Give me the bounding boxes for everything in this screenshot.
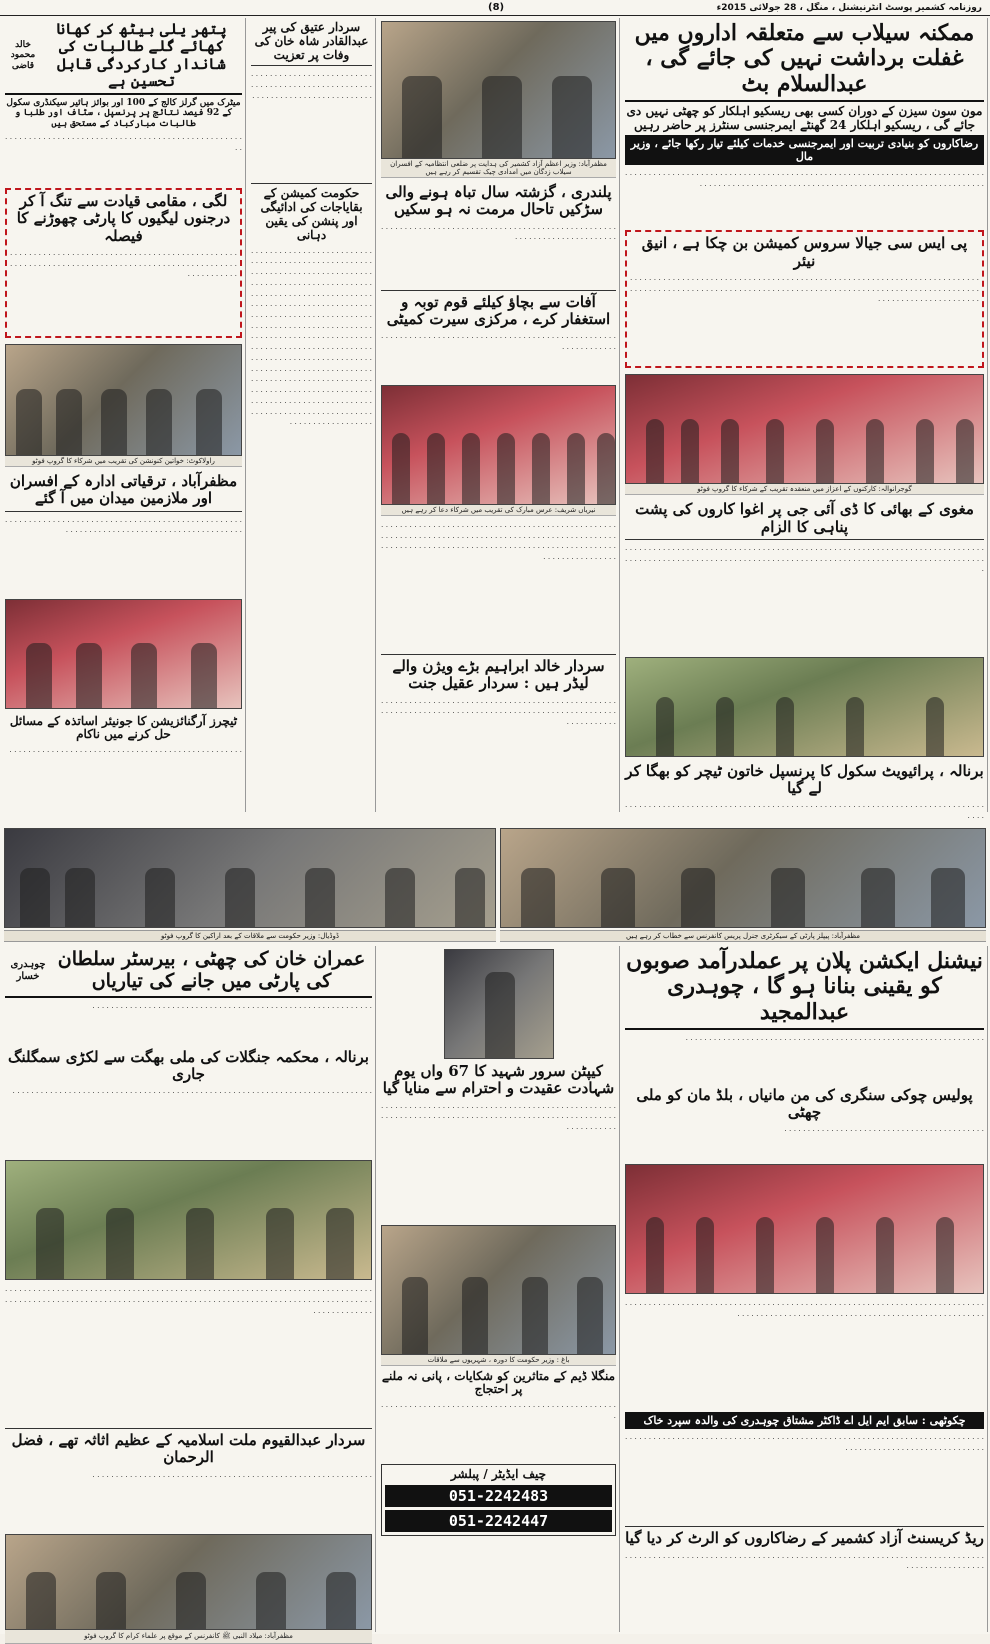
police-headline: پولیس چوکی سنگری کی من مانیاں ، بلڈ مان کو ملی چھٹی (636, 1085, 973, 1122)
phone-2: 051-2242447 (385, 1510, 612, 1532)
top-right-body: . . . . . . . . . . . . . . . . . . . . . . . . . . . . . . . . . . . . . . . . . . . . . . . . . . . . . . . . . . . . . . . . . . . . . . . . . . . . . . . . . . . . . . . . . . . . . . . . . . . . . . . . . . . . . . . . . . . . . . . . . . . . . . . . . . . . . . . . . (625, 168, 984, 189)
fair-photo (5, 1160, 372, 1280)
defection-headline: لگی ، مقامی قیادت سے تنگ آ کر درجنوں لیگیوں کا پارٹی چھوڑنے کا فیصلہ (16, 192, 231, 245)
contact-box (381, 1464, 616, 1536)
group-photo-caption: گوجرانوالہ: کارکنوں کے اعزاز میں منعقدہ تقریب کے شرکاء کا گروپ فوٹو (625, 484, 984, 495)
band-caption-left: ڈوڈیال: وزیر حکومت سے ملاقات کے بعد اراکین کا گروپ فوٹو (4, 930, 496, 942)
khalid-headline: سردار خالد ابراہیم بڑے ویژن والے لیڈر ہیں : سردار عقیل جنت (381, 654, 616, 693)
portrait-photo (444, 949, 554, 1059)
pension-headline: حکومت کمیشن کے بقایاجات کی ادائیگی اور پنشن کی یقین دہانی (251, 183, 372, 242)
band-photo-right (500, 828, 986, 928)
pallandri-headline: پلندری ، گزشتہ سال تباہ ہونے والی سڑکیں تاحال مرمت نہ ہو سکیں (385, 183, 612, 219)
seerat-headline: آفات سے بچاؤ کیلئے قوم توبہ و استغفار کرے ، مرکزی سیرت کمیٹی (381, 290, 616, 329)
women-caption: راولاکوٹ: خواتین کنونشن کی تقریب میں شرکاء کا گروپ فوٹو (5, 456, 242, 467)
top-left-headline: پتھر یلی بیٹھ کر کھانا کھائے گلے طالبات کی شاندار کارکردگی قابل تحسین ہے (56, 20, 227, 90)
imran-headline: عمران خان کی چھٹی ، بیرسٹر سلطان کی پارٹی میں جانے کی تیاریاں (57, 948, 366, 992)
top-left-subhead: میٹرک میں گرلز کالج کے 100 اور بوائز ہائیر سیکنڈری سکول کے 92 فیصد نتائج پر پرنسپل ، سٹاف اور طلبا و طالبات مبارکباد کے مستحق ہیں (6, 98, 241, 129)
band-photo-left (4, 828, 496, 928)
mangla-headline: منگلا ڈیم کے متاثرین کو شکایات ، پانی نہ ملنے پر احتجاج (381, 1368, 616, 1397)
qayyum-headline: سردار عبدالقیوم ملت اسلامیہ کے عظیم اثاثہ تھے ، فضل الرحمان (5, 1428, 372, 1467)
page-number: (8) (488, 2, 505, 13)
band-caption-right: مظفرآباد: پیپلز پارٹی کے سیکرٹری جنرل پریس کانفرنس سے خطاب کر رہے ہیں (500, 930, 986, 942)
top-left-section: خالد محمود قاضی پتھر یلی بیٹھ کر کھانا کھائے گلے طالبات کی شاندار کارکردگی قابل تحسین ہے میٹرک میں گرلز کالج کے 100 اور بوائز ہائیر سیکنڈری سکول کے 92 فیصد نتائج پر پرنسپل ، سٹاف اور طلبا و طالبات مبارکباد کے مستحق ہیں . . . . . . . . . . . . . . . . . . . . . . . . . . . . . . . . . . . . . . . . . . . . . . . . . . . . لگی ، مقامی قیادت سے تنگ آ کر درجنوں لیگیوں کا پارٹی چھوڑنے کا فیصلہ . . . . . . . . . . . . . . . . . . . . . . . . . . . . . . . . . . . . . . . . . . . . . . . . . . . . . . . . . . . . . . . . . . . . . . . . . . . . . . . . . . . . . . . . . . . . . . . . . . . . . . . . . . . راولاکوٹ: خواتین کنونشن کی تقریب میں شرکاء کا گروپ فوٹو مظفرآباد ، ترقیاتی ادارہ کے افسران اور ملازمین میدان میں آ گئے . . . . . . . . . . . . . . . . . . . . . . . . . . . . . . . . . . . . . . . . . . . . . . . . . . . . . . . . . . . . . . . . . . . . . . . . . . . . . . . . . . . . . . . . ٹیچرز آرگنائزیشن کا جونیئر اساتذہ کے مسائل حل کرنے میں ناکام . . . . . . . . . . . . . . . . . . . . . . . . . . . . . . . . . . . . . . . . . . . . . . . . . . (2, 18, 246, 812)
cheque-photo (381, 21, 616, 159)
kidnap-headline: مغوی کے بھائی کا ڈی آئی جی پر اغوا کاروں کی پشت پناہی کا الزام (625, 501, 984, 540)
pcs-headline: پی ایس سی جیالا سروس کمیشن بن چکا ہے ، انیق نیئر (641, 234, 968, 270)
top-narrow-section: سردار عتیق کی پیر عبدالقادر شاہ خان کی وفات پر تعزیت . . . . . . . . . . . . . . . . . . . . . . . . . . . . . . . . . . . . . . . . . . . . . . . . . . . . . . . . . . . . . . . . . . . . . . . . . . . . . . حکومت کمیشن کے بقایاجات کی ادائیگی اور پنشن کی یقین دہانی . . . . . . . . . . . . . . . . . . . . . . . . . . . . . . . . . . . . . . . . . . . . . . . . . . . . . . . . . . . . . . . . . . . . . . . . . . . . . . . . . . . . . . . . . . . . . . . . . . . . . . . . . . . . . . . . . . . . . . . . . . . . . . . . . . . . . . . . . . . . . . . . . . . . . . . . . . . . . . . . . . . . . . . . . . . . . . . . . . . . . . . . . . . . . . . . . . . . . . . . . . . . . . . . . . . . . . . . . . . . . . . . . . . . . . . . . . . . . . . . . . . . . . . . . . . . . . . . . . . . . . . . . . . . . . . . . . . . . . . . . . . . . . . . . . . . . . . . . . . . . . . . . . . . . . . . . . . . . . . . . . . . . . . . . . . . . . . . . . . . . . . . . . . . . . . . . . . . . . . . . . . . . . . . . . . . . . . . . . . . . . . . . . . . . . . . . . . . . . . . . . . . . . . . . . . . . . . . . . . . . . . . . . . . . . . . . . (248, 18, 376, 812)
meeting-photo (381, 1225, 616, 1355)
villagers-photo (625, 657, 984, 757)
clerics-photo (5, 1534, 372, 1630)
clerics-caption: مظفرآباد: میلاد النبی ﷺ کانفرنس کے موقع پر علماء کرام کا گروپ فوٹو (5, 1630, 372, 1644)
bottom-left-section: چوہدری خسار عمران خان کی چھٹی ، بیرسٹر سلطان کی پارٹی میں جانے کی تیاریاں . . . . . . . . . . . . . . . . . . . . . . . . . . . . . . . . . . . . . . . . . . . . . . . . . . . . . . . . . . . . برنالہ ، محکمہ جنگلات کی ملی بھگت سے لکڑی سمگلنگ جاری . . . . . . . . . . . . . . . . . . . . . . . . . . . . . . . . . . . . . . . . . . . . . . . . . . . . . . . . . . . . . . . . . . . . . . . . . . . . . . . . . . . . . . . . . . . . . . . . . . . . . . . . . . . . . . . . . . . . . . . . . . . . . . . . . . . . . . . . . . . . . . . . . . . . . . . . . . . . . . . . . . . . . . . . . . . . . . . . . . . . . . . . . . . . . . . . . . . . . . . . . . . . . . . . . . . . . . . . . . . . . . . . . . . . . . . . . . . . . . . . . . . . . . سردار عبدالقیوم ملت اسلامیہ کے عظیم اثاثہ تھے ، فضل الرحمان . . . . . . . . . . . . . . . . . . . . . . . . . . . . . . . . . . . . . . . . . . . . . . . . . . . . . . . . . . . . مظفرآباد: میلاد النبی ﷺ کانفرنس کے موقع پر علماء کرام کا گروپ فوٹو (2, 946, 376, 1632)
school-headline: برنالہ ، پرائیویٹ سکول کا پرنسپل خاتون ٹیچر کو بھگا کر لے گیا (625, 761, 984, 798)
funeral-headline: چکوٹھی : سابق ایم ایل اے ڈاکٹر مشتاق چوہدری کی والدہ سپرد خاک (625, 1412, 984, 1429)
phone-1: 051-2242483 (385, 1485, 612, 1507)
rally-photo (5, 599, 242, 709)
protest-headline: مظفرآباد ، ترقیاتی ادارہ کے افسران اور ملازمین میدان میں آ گئے (5, 473, 242, 512)
bottom-center-section: کیپٹن سرور شہید کا 67 واں یوم شہادت عقیدت و احترام سے منایا گیا . . . . . . . . . . . . . . . . . . . . . . . . . . . . . . . . . . . . . . . . . . . . . . . . . . . . . . . . . . . . . . . . . . . . . . . . . . . . . . . . . . . . . . . . . . . . . . . . . . . . . . . . . . . . . . . باغ : وزیر حکومت کا دورہ ، شہریوں سے ملاقات منگلا ڈیم کے متاثرین کو شکایات ، پانی نہ ملنے پر احتجاج . . . . . . . . . . . . . . . . . . . . . . . . . . . . . . . . . . . . . . . . . . . . . . . . . . . چیف ایڈیٹر / پبلشر 051-2242483 051-2242447 (378, 946, 620, 1632)
top-right-section: ممکنہ سیلاب سے متعلقہ اداروں میں غفلت برداشت نہیں کی جائے گی ، عبدالسلام بٹ مون سون سیزن کے دوران کسی بھی ریسکیو اہلکار کو چھٹی نہیں دی جائے گی ، ریسکیو اہلکار 24 گھنٹے ایمرجنسی سنٹرز پر حاضر رہیں رضاکاروں کو بنیادی تربیت اور ایمرجنسی خدمات کیلئے تیار رکھا جائے ، وزیر مال . . . . . . . . . . . . . . . . . . . . . . . . . . . . . . . . . . . . . . . . . . . . . . . . . . . . . . . . . . . . . . . . . . . . . . . . . . . . . . . . . . . . . . . . . . . . . . . . . . . . . . . . . . . . . . . . . . . . . . . . . . . . . . . . . . . . . . . . . پی ایس سی جیالا سروس کمیشن بن چکا ہے ، انیق نیئر . . . . . . . . . . . . . . . . . . . . . . . . . . . . . . . . . . . . . . . . . . . . . . . . . . . . . . . . . . . . . . . . . . . . . . . . . . . . . . . . . . . . . . . . . . . . . . . . . . . . . . . . . . . . . . . . . . . . . . . . . . . . . . . . . . . . . . . . . . . . . . . . . . . . . . . . . . . . . . . . . . . . . . . . . . گوجرانوالہ: کارکنوں کے اعزاز میں منعقدہ تقریب کے شرکاء کا گروپ فوٹو مغوی کے بھائی کا ڈی آئی جی پر اغوا کاروں کی پشت پناہی کا الزام . . . . . . . . . . . . . . . . . . . . . . . . . . . . . . . . . . . . . . . . . . . . . . . . . . . . . . . . . . . . . . . . . . . . . . . . . . . . . . . . . . . . . . . . . . . . . . . . . . . . . . . . . . . . . . . . . . . . . . . . . . . . . . . . . . . . . . . . . . . . . . . . . . . . . . . . . برنالہ ، پرائیویٹ سکول کا پرنسپل خاتون ٹیچر کو بھگا کر لے گیا . . . . . . . . . . . . . . . . . . . . . . . . . . . . . . . . . . . . . . . . . . . . . . . . . . . . . . . . . . . . . . . . . . . . . . . . . . . . . . . . (622, 18, 988, 812)
cheque-caption: مظفرآباد: وزیر اعظم آزاد کشمیر کی ہدایت پر ضلعی انتظامیہ کے افسران سیلاب زدگان میں امدادی چیک تقسیم کر رہے ہیں (381, 159, 616, 178)
byline-bottom-left: چوہدری خسار (10, 959, 46, 982)
women-photo (5, 344, 242, 456)
timber-headline: برنالہ ، محکمہ جنگلات کی ملی بھگت سے لکڑی سمگلنگ جاری (8, 1047, 369, 1083)
contact-title: چیف ایڈیٹر / پبلشر (450, 1467, 547, 1482)
meeting-caption: باغ : وزیر حکومت کا دورہ ، شہریوں سے ملاقات (381, 1355, 616, 1366)
pcs-red-box: پی ایس سی جیالا سروس کمیشن بن چکا ہے ، انیق نیئر . . . . . . . . . . . . . . . . . . . . . . . . . . . . . . . . . . . . . . . . . . . . . . . . . . . . . . . . . . . . . . . . . . . . . . . . . . . . . . . . . . . . . . . . . . . . . . . . . . . . . . . . . . . . . . . . . . . . . . . . . . . . . . . . . . . . . . . . . . . . . . . . . . . . . . . . . . . . . . . . . . . . . . . . . . (625, 230, 984, 368)
urs-photo (381, 385, 616, 505)
top-right-sub2: رضاکاروں کو بنیادی تربیت اور ایمرجنسی خدمات کیلئے تیار رکھا جائے ، وزیر مال (625, 135, 984, 165)
red-crescent-headline: ریڈ کریسنٹ آزاد کشمیر کے رضاکاروں کو الرٹ کر دیا گیا (625, 1526, 984, 1547)
crowd-photo (625, 1164, 984, 1294)
urs-caption: نیریاں شریف: عرس مبارک کی تقریب میں شرکاء دعا کر رہے ہیں (381, 505, 616, 516)
top-center-section: مظفرآباد: وزیر اعظم آزاد کشمیر کی ہدایت پر ضلعی انتظامیہ کے افسران سیلاب زدگان میں امدادی چیک تقسیم کر رہے ہیں پلندری ، گزشتہ سال تباہ ہونے والی سڑکیں تاحال مرمت نہ ہو سکیں . . . . . . . . . . . . . . . . . . . . . . . . . . . . . . . . . . . . . . . . . . . . . . . . . . . . . . . . . . . . . . . . . . . . . . . . آفات سے بچاؤ کیلئے قوم توبہ و استغفار کرے ، مرکزی سیرت کمیٹی . . . . . . . . . . . . . . . . . . . . . . . . . . . . . . . . . . . . . . . . . . . . . . . . . . . . . . . . . . . . . . نیریاں شریف: عرس مبارک کی تقریب میں شرکاء دعا کر رہے ہیں . . . . . . . . . . . . . . . . . . . . . . . . . . . . . . . . . . . . . . . . . . . . . . . . . . . . . . . . . . . . . . . . . . . . . . . . . . . . . . . . . . . . . . . . . . . . . . . . . . . . . . . . . . . . . . . . . . . . . . . . . . . . . . . . . . . . . . . . . . . . . . . . . . . . . . . . . . . . . . . . . . . . . . سردار خالد ابراہیم بڑے ویژن والے لیڈر ہیں : سردار عقیل جنت . . . . . . . . . . . . . . . . . . . . . . . . . . . . . . . . . . . . . . . . . . . . . . . . . . . . . . . . . . . . . . . . . . . . . . . . . . . . . . . . . . . . . . . . . . . . . . . . . . . . . . . . . . . . . . . (378, 18, 620, 812)
group-photo (625, 374, 984, 484)
masthead (0, 0, 990, 16)
top-right-headline: ممکنہ سیلاب سے متعلقہ اداروں میں غفلت برداشت نہیں کی جائے گی ، عبدالسلام بٹ (625, 21, 984, 102)
teachers-headline: ٹیچرز آرگنائزیشن کا جونیئر اساتذہ کے مسائل حل کرنے میں ناکام (9, 713, 238, 742)
defection-red-box: لگی ، مقامی قیادت سے تنگ آ کر درجنوں لیگیوں کا پارٹی چھوڑنے کا فیصلہ . . . . . . . . . . . . . . . . . . . . . . . . . . . . . . . . . . . . . . . . . . . . . . . . . . . . . . . . . . . . . . . . . . . . . . . . . . . . . . . . . . . . . . . . . . . . . . . . . . . . . . . . . . . (5, 188, 242, 338)
date-line: روزنامہ کشمیر پوسٹ انٹرنیشنل ، منگل ، 28 جولائی 2015ء (716, 2, 982, 13)
bottom-right-section: نیشنل ایکشن پلان پر عملدرآمد صوبوں کو یقینی بنانا ہو گا ، چوہدری عبدالمجید . . . . . . . . . . . . . . . . . . . . . . . . . . . . . . . . . . . . . . . . . . . . . . . . . . . . . . . . . . . . . . . . پولیس چوکی سنگری کی من مانیاں ، بلڈ مان کو ملی چھٹی . . . . . . . . . . . . . . . . . . . . . . . . . . . . . . . . . . . . . . . . . . . . . . . . . . . . . . . . . . . . . . . . . . . . . . . . . . . . . . . . . . . . . . . . . . . . . . . . . . . . . . . . . . . . . . . . . . . . . . . . . . . . . . . . . . . . . . . . . . . . . . . . . . . . . . . . . . . . . . . . . . . . . . . . . . . . چکوٹھی : سابق ایم ایل اے ڈاکٹر مشتاق چوہدری کی والدہ سپرد خاک . . . . . . . . . . . . . . . . . . . . . . . . . . . . . . . . . . . . . . . . . . . . . . . . . . . . . . . . . . . . . . . . . . . . . . . . . . . . . . . . . . . . . . . . . . . . . . . . . . . . . . . . . . ریڈ کریسنٹ آزاد کشمیر کے رضاکاروں کو الرٹ کر دیا گیا . . . . . . . . . . . . . . . . . . . . . . . . . . . . . . . . . . . . . . . . . . . . . . . . . . . . . . . . . . . . . . . . . . . . . . . . . . . . . . . . . . . . . . . . . . . . . (622, 946, 988, 1632)
nap-headline: نیشنل ایکشن پلان پر عملدرآمد صوبوں کو یقینی بنانا ہو گا ، چوہدری عبدالمجید (625, 949, 984, 1030)
top-right-subhead: مون سون سیزن کے دوران کسی بھی ریسکیو اہلکار کو چھٹی نہیں دی جائے گی ، ریسکیو اہلکار 24 گھنٹے ایمرجنسی سنٹرز پر حاضر رہیں (626, 103, 983, 132)
byline-left: خالد محمود قاضی (10, 39, 36, 71)
sarwar-headline: کیپٹن سرور شہید کا 67 واں یوم شہادت عقیدت و احترام سے منایا گیا (382, 1062, 615, 1098)
atiq-headline: سردار عتیق کی پیر عبدالقادر شاہ خان کی وفات پر تعزیت (251, 21, 372, 66)
